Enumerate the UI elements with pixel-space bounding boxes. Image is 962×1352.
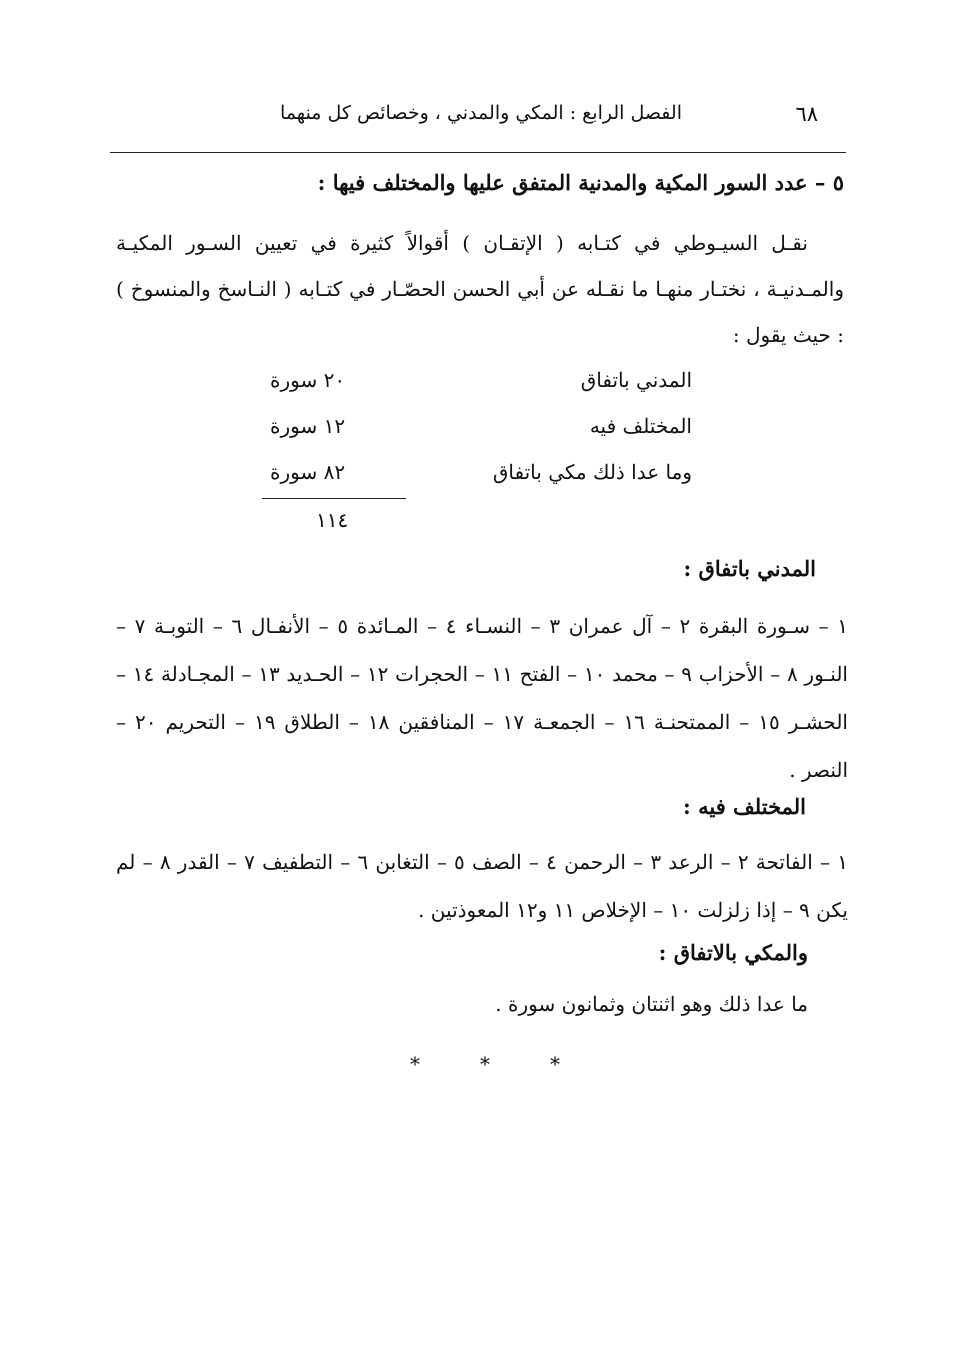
page-number: ٦٨ bbox=[795, 102, 818, 126]
section-heading: ٥ – عدد السور المكية والمدنية المتفق عليها والمختلف فيها : bbox=[317, 170, 844, 195]
disputed-list: ١ – الفاتحة ٢ – الرعد ٣ – الرحمن ٤ – الصف ٥ – التغابن ٦ – التطفيف ٧ – القدر ٨ – لم يكن ٩ – إذا زلزلت ١٠ – الإخلاص ١١ و١٢ المعوذتين . bbox=[116, 850, 848, 922]
surah-count-table bbox=[250, 362, 700, 552]
tally-value: ٢٠ سورة bbox=[270, 368, 346, 392]
section-end-ornament bbox=[410, 1052, 560, 1076]
tally-label: وما عدا ذلك مكي باتفاق bbox=[492, 460, 692, 484]
makki-heading: والمكي بالاتفاق : bbox=[658, 940, 808, 965]
madani-list: ١ – سـورة البقرة ٢ – آل عمران ٣ – النسـاء ٤ – المـائدة ٥ – الأنفـال ٦ – التوبـة ٧ – النـور ٨ – الأحزاب ٩ – محمد ١٠ – الفتح ١١ – الحجرات ١٢ – الحـديد ١٣ – المجـادلة ١٤ – الحشـر ١٥ – الممتحنـة ١٦ – الجمعـة ١٧ – المنافقين ١٨ – الطلاق ١٩ – التحريم ٢٠ – النصر . bbox=[116, 614, 849, 782]
page-header bbox=[110, 96, 824, 136]
disputed-heading: المختلف فيه : bbox=[683, 794, 806, 819]
madani-heading: المدني باتفاق : bbox=[683, 556, 816, 581]
makki-text: ما عدا ذلك وهو اثنتان وثمانون سورة . bbox=[495, 992, 808, 1016]
tally-row bbox=[250, 454, 700, 500]
tally-value: ١٢ سورة bbox=[270, 414, 346, 438]
star-ornament: * bbox=[480, 1052, 490, 1076]
intro-paragraph bbox=[116, 220, 844, 358]
star-ornament: * bbox=[410, 1052, 420, 1076]
sum-rule bbox=[262, 498, 406, 499]
tally-value: ٨٢ سورة bbox=[270, 460, 346, 484]
tally-total: ١١٤ bbox=[316, 508, 349, 532]
tally-row bbox=[250, 408, 700, 454]
tally-row bbox=[250, 362, 700, 408]
intro-text: نقـل السيـوطي في كتـابه ( الإتقـان ) أقوالاً كثيرة في تعيين السـور المكيـة والمـدنيـة ، نختـار منهـا ما نقـله عن أبي الحسن الحصّـار في كتـابه ( النـاسخ والمنسوخ ) : حيث يقول : bbox=[116, 231, 844, 347]
header-rule bbox=[110, 152, 846, 153]
running-head: الفصل الرابع : المكي والمدني ، وخصائص كل منهما bbox=[280, 102, 682, 124]
tally-label: المختلف فيه bbox=[589, 414, 692, 438]
tally-label: المدني باتفاق bbox=[580, 368, 692, 392]
star-ornament: * bbox=[550, 1052, 560, 1076]
